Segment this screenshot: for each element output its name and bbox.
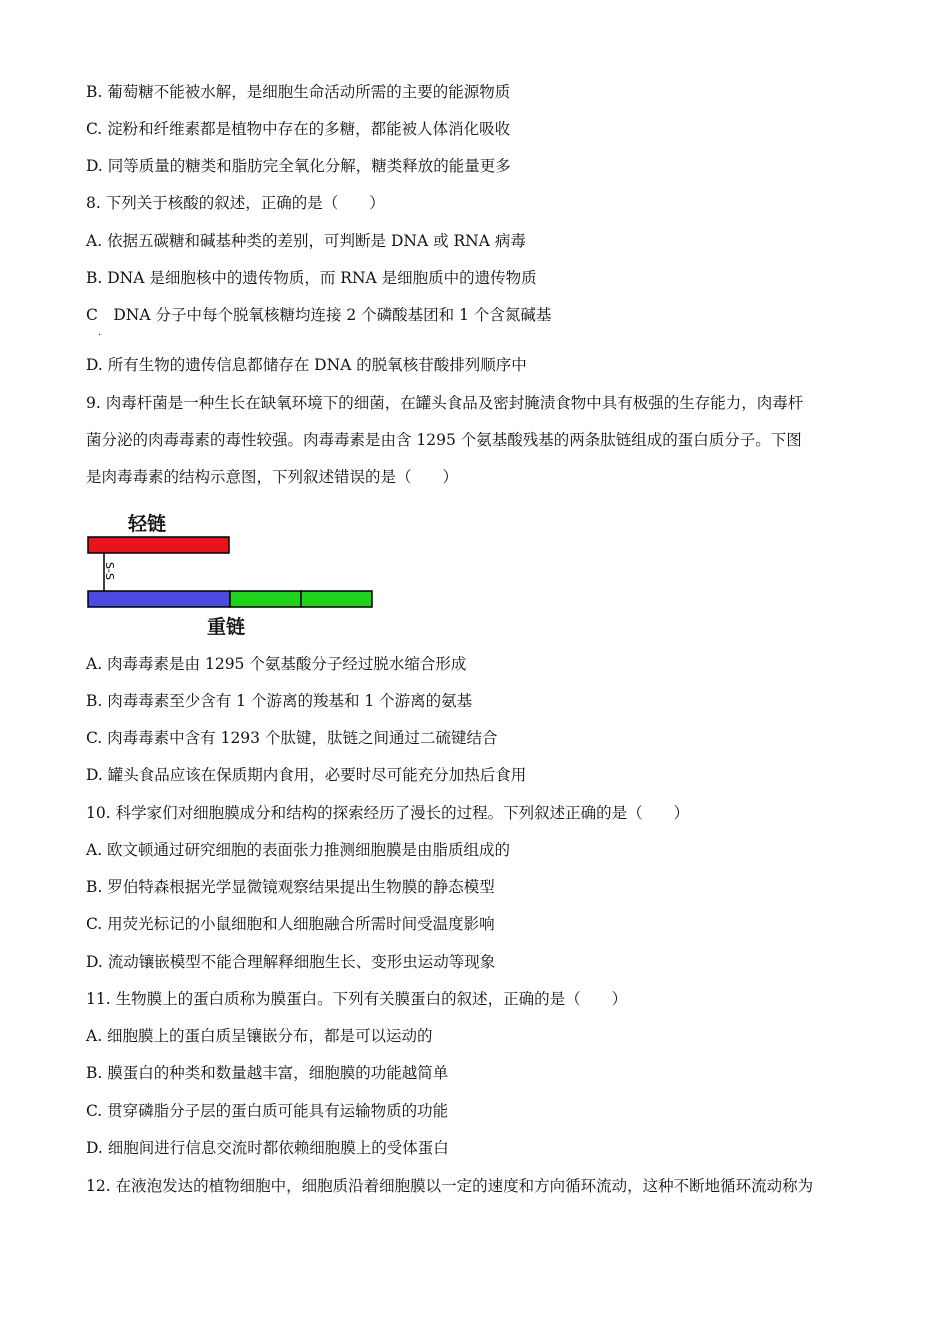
- question-10: 10. 科学家们对细胞膜成分和结构的探索经历了漫长的过程。下列叙述正确的是（ ）: [86, 804, 690, 822]
- heavy-chain-green-segment-2: [301, 591, 372, 607]
- heavy-chain-label: 重链: [207, 616, 246, 638]
- option-9b: B. 肉毒毒素至少含有 1 个游离的羧基和 1 个游离的氨基: [86, 692, 473, 710]
- option-8a: A. 依据五碳糖和碱基种类的差别，可判断是 DNA 或 RNA 病毒: [86, 232, 526, 250]
- option-10b: B. 罗伯特森根据光学显微镜观察结果提出生物膜的静态模型: [86, 878, 495, 896]
- option-11a: A. 细胞膜上的蛋白质呈镶嵌分布，都是可以运动的: [86, 1027, 433, 1045]
- option-8d: D. 所有生物的遗传信息都储存在 DNA 的脱氧核苷酸排列顺序中: [86, 356, 527, 374]
- option-11d: D. 细胞间进行信息交流时都依赖细胞膜上的受体蛋白: [86, 1139, 449, 1157]
- option-8b: B. DNA 是细胞核中的遗传物质，而 RNA 是细胞质中的遗传物质: [86, 269, 537, 287]
- light-chain-bar: [88, 537, 229, 553]
- question-8: 8. 下列关于核酸的叙述，正确的是（ ）: [86, 194, 385, 212]
- option-9a: A. 肉毒毒素是由 1295 个氨基酸分子经过脱水缩合形成: [86, 655, 467, 673]
- question-9-line-3: 是肉毒毒素的结构示意图，下列叙述错误的是（ ）: [86, 468, 459, 486]
- question-9-line-2: 菌分泌的肉毒毒素的毒性较强。肉毒毒素是由含 1295 个氨基酸残基的两条肽链组成的蛋白质分子。下图: [86, 431, 802, 449]
- question-11: 11. 生物膜上的蛋白质称为膜蛋白。下列有关膜蛋白的叙述，正确的是（ ）: [86, 990, 628, 1008]
- option-11b: B. 膜蛋白的种类和数量越丰富，细胞膜的功能越简单: [86, 1064, 449, 1082]
- option-9d: D. 罐头食品应该在保质期内食用，必要时尽可能充分加热后食用: [86, 766, 527, 784]
- option-11c: C. 贯穿磷脂分子层的蛋白质可能具有运输物质的功能: [86, 1102, 449, 1120]
- botulinum-toxin-diagram: [84, 505, 384, 645]
- heavy-chain-green-segment-1: [230, 591, 301, 607]
- option-7d: D. 同等质量的糖类和脂肪完全氧化分解，糖类释放的能量更多: [86, 157, 511, 175]
- light-chain-label: 轻链: [128, 513, 167, 535]
- option-7b: B. 葡萄糖不能被水解，是细胞生命活动所需的主要的能源物质: [86, 83, 511, 101]
- question-12: 12. 在液泡发达的植物细胞中，细胞质沿着细胞膜以一定的速度和方向循环流动，这种不断地循环流动称为: [86, 1177, 814, 1195]
- stray-mark: ·: [98, 330, 102, 341]
- option-10a: A. 欧文顿通过研究细胞的表面张力推测细胞膜是由脂质组成的: [86, 841, 511, 859]
- question-9-line-1: 9. 肉毒杆菌是一种生长在缺氧环境下的细菌，在罐头食品及密封腌渍食物中具有极强的生存能力，肉毒杆: [86, 394, 804, 412]
- option-7c: C. 淀粉和纤维素都是植物中存在的多糖，都能被人体消化吸收: [86, 120, 511, 138]
- option-9c: C. 肉毒毒素中含有 1293 个肽键，肽链之间通过二硫键结合: [86, 729, 498, 747]
- option-10c: C. 用荧光标记的小鼠细胞和人细胞融合所需时间受温度影响: [86, 915, 495, 933]
- option-8c: C DNA 分子中每个脱氧核糖均连接 2 个磷酸基团和 1 个含氮碱基: [86, 306, 552, 324]
- heavy-chain-blue-segment: [88, 591, 230, 607]
- disulfide-bond-label: S-S: [103, 562, 116, 580]
- option-10d: D. 流动镶嵌模型不能合理解释细胞生长、变形虫运动等现象: [86, 953, 496, 971]
